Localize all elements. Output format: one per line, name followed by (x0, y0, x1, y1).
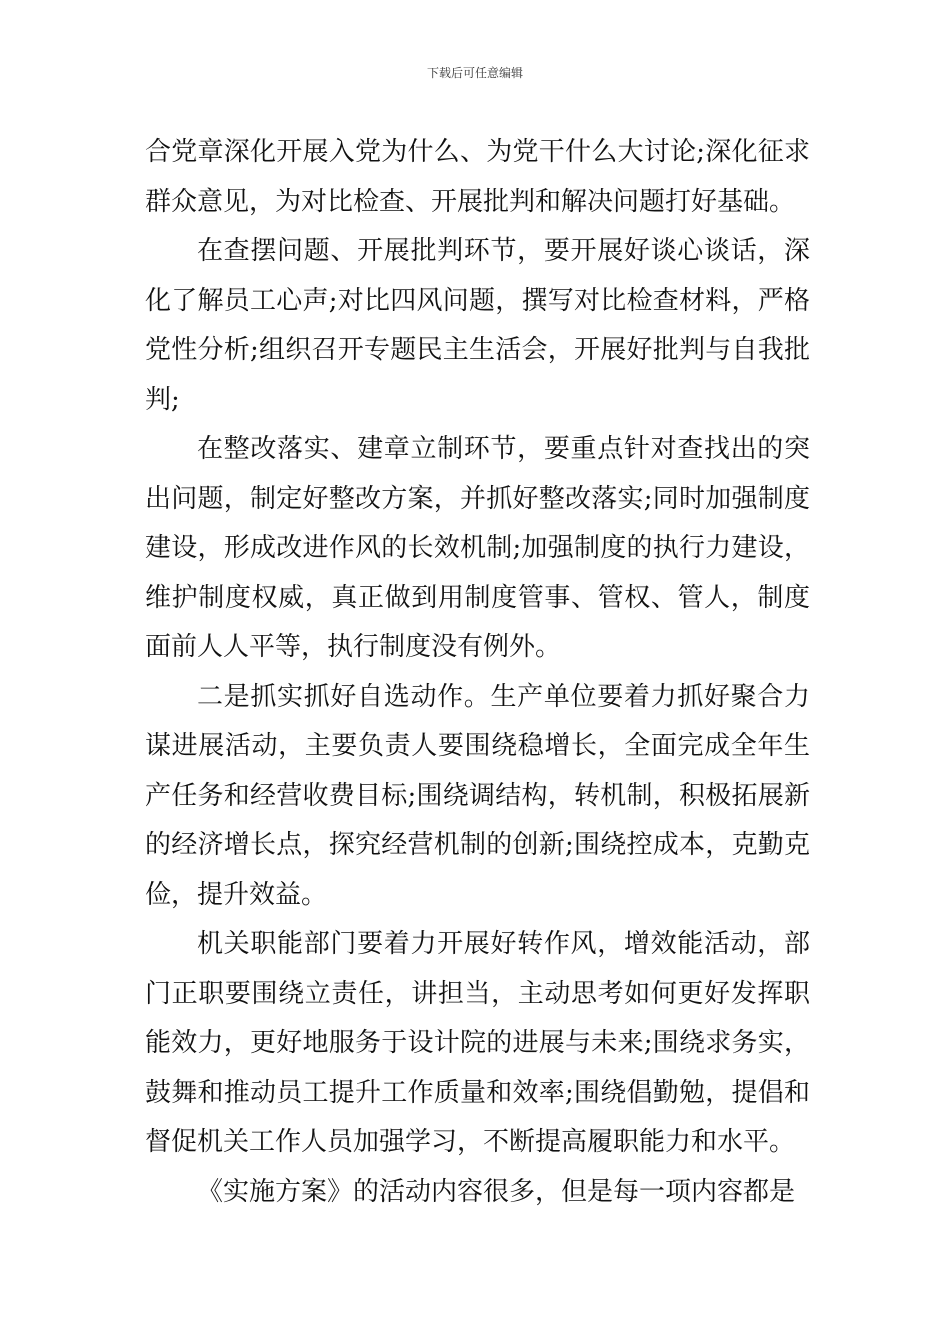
paragraph-4: 二是抓实抓好自选动作。生产单位要着力抓好聚合力谋进展活动，主要负责人要围绕稳增长，全面完成全年生产任务和经营收费目标;围绕调结构，转机制，积极拓展新的经济增长点，探究经营机制的创新;围绕控成本，克勤克俭，提升效益。 (145, 681, 810, 910)
paragraph-5: 机关职能部门要着力开展好转作风，增效能活动，部门正职要围绕立责任，讲担当，主动思考如何更好发挥职能效力，更好地服务于设计院的进展与未来;围绕求务实，鼓舞和推动员工提升工作质量和效率;围绕倡勤勉，提倡和督促机关工作人员加强学习，不断提高履职能力和水平。 (145, 929, 810, 1157)
document-body (145, 128, 810, 1217)
paragraph-3: 在整改落实、建章立制环节，要重点针对查找出的突出问题，制定好整改方案，并抓好整改落实;同时加强制度建设，形成改进作风的长效机制;加强制度的执行力建设，维护制度权威，真正做到用制度管事、管权、管人，制度面前人人平等，执行制度没有例外。 (145, 434, 810, 662)
page-header: 下载后可任意编辑 (426, 66, 523, 80)
paragraph-2: 在查摆问题、开展批判环节，要开展好谈心谈话，深化了解员工心声;对比四风问题，撰写对比检查材料，严格党性分析;组织召开专题民主生活会，开展好批判与自我批判; (145, 236, 810, 415)
paragraph-1: 合党章深化开展入党为什么、为党干什么大讨论;深化征求群众意见，为对比检查、开展批判和解决问题打好基础。 (145, 137, 810, 217)
paragraph-6: 《实施方案》的活动内容很多，但是每一项内容都是 (197, 1176, 796, 1207)
